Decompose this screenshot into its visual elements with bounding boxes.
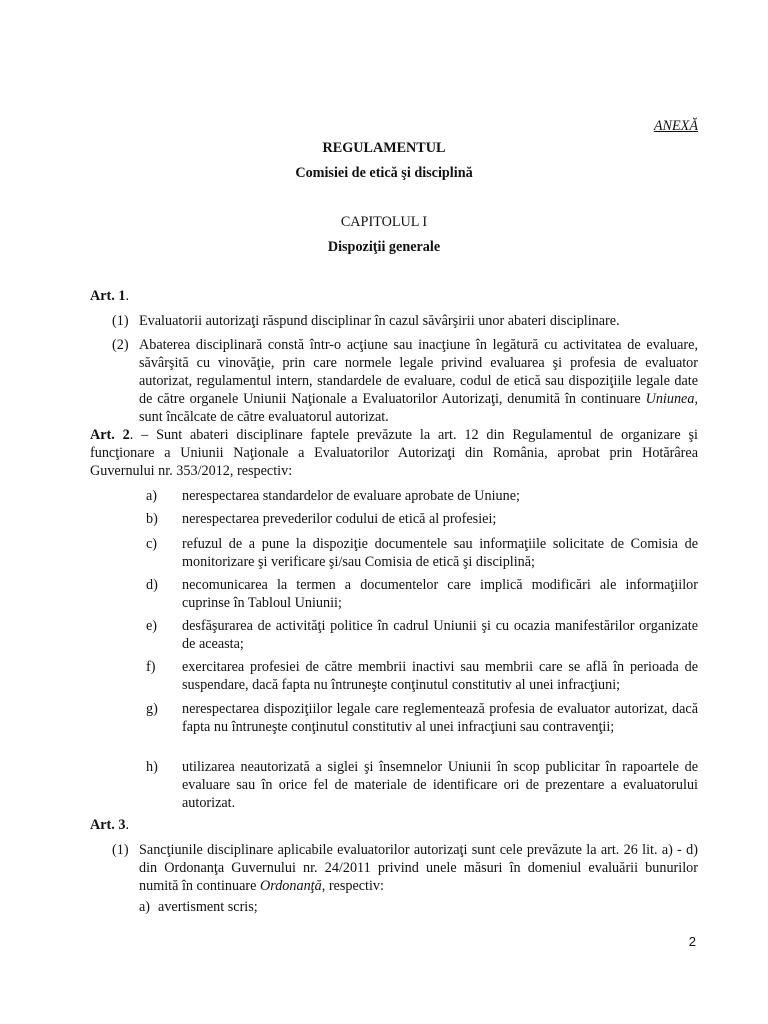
- page-number: 2: [688, 934, 696, 949]
- document-title: REGULAMENTUL: [322, 140, 446, 156]
- chapter-number: CAPITOLUL I: [340, 214, 428, 230]
- art-3-paragraph-1: [112, 841, 698, 895]
- art-1-heading: Art. 1.: [90, 288, 130, 304]
- annex-label: ANEXĂ: [653, 118, 698, 134]
- document-subtitle: Comisiei de etică şi disciplină: [295, 165, 473, 181]
- art-3-heading: Art. 3.: [90, 817, 130, 833]
- art-2-item-b: b) nerespectarea prevederilor codului de etică al profesiei;: [146, 511, 497, 527]
- art-2-item-e: e) desfăşurarea de activităţi politice în cadrul Uniunii şi cu ocazia manifestărilor organizate de aceasta;: [146, 618, 698, 652]
- art-2-intro: Art. 2. – Sunt abateri disciplinare faptele prevăzute la art. 12 din Regulamentul de organizare şi funcţionare a Uniunii Naţionale a Evaluatorilor Autorizaţi din România, aprobat prin Hotărârea Guvernului nr. 353/2012, respectiv:: [90, 427, 698, 479]
- art-2-item-c: c) refuzul de a pune la dispoziţie documentele sau informaţiile solicitate de Comisia de monitorizare şi verificare şi/sau Comisia de etică şi disciplină;: [146, 536, 698, 570]
- art-2-item-g: g) nerespectarea dispoziţiilor legale care reglementează profesia de evaluator autorizat, dacă fapta nu întruneşte conţinutul constitutiv al unei infracţiuni sau contravenţii;: [146, 701, 698, 735]
- art-2-item-d: d) necomunicarea la termen a documentelor care implică modificări ale informaţiilor cuprinse în Tabloul Uniunii;: [146, 577, 698, 611]
- art-1-paragraph-2: [112, 336, 698, 426]
- paragraph-text: Evaluatorii autorizaţi răspund disciplinar în cazul săvârşirii unor abateri disciplinare.: [139, 313, 620, 329]
- art-1-paragraph-1: [112, 312, 698, 330]
- art-2-item-f: f) exercitarea profesiei de către membrii inactivi sau membrii care se află în perioada de suspendare, dacă fapta nu întruneşte conţinutul constitutiv al unei infracţiuni;: [146, 659, 698, 693]
- paragraph-text: Sancţiunile disciplinare aplicabile evaluatorilor autorizaţi sunt cele prevăzute la art. 26 lit. a) - d) din Ordonanţa Guvernului nr. 24/2011 privind unele măsuri în domeniul evaluării bunurilor numită în continuare Ordonanţă, respectiv:: [139, 842, 698, 894]
- art-3-sub-item-a: a) avertisment scris;: [139, 899, 258, 915]
- art-2-item-a: a) nerespectarea standardelor de evaluare aprobate de Uniune;: [146, 488, 520, 504]
- paragraph-number: (1): [112, 842, 129, 858]
- paragraph-number: (1): [112, 313, 129, 329]
- art-2-item-h: h) utilizarea neautorizată a siglei şi însemnelor Uniunii în scop publicitar în rapoartele de evaluare sau în orice fel de materiale de identificare ori de prezentare a evaluatorului autorizat.: [146, 759, 698, 811]
- paragraph-text: Abaterea disciplinară constă într-o acţiune sau inacţiune în legătură cu activitatea de evaluare, săvârşită cu vinovăţie, prin care normele legale privind evaluarea şi profesia de evaluator autorizat, regulamentul intern, standardele de evaluare, codul de etică sau dispoziţiile legale date de către organele Uniunii Naţionale a Evaluatorilor Autorizaţi, denumită în continuare Uniunea, sunt încălcate de către evaluatorul autorizat.: [139, 337, 698, 425]
- paragraph-number: (2): [112, 337, 129, 353]
- chapter-title: Dispoziţii generale: [327, 239, 441, 255]
